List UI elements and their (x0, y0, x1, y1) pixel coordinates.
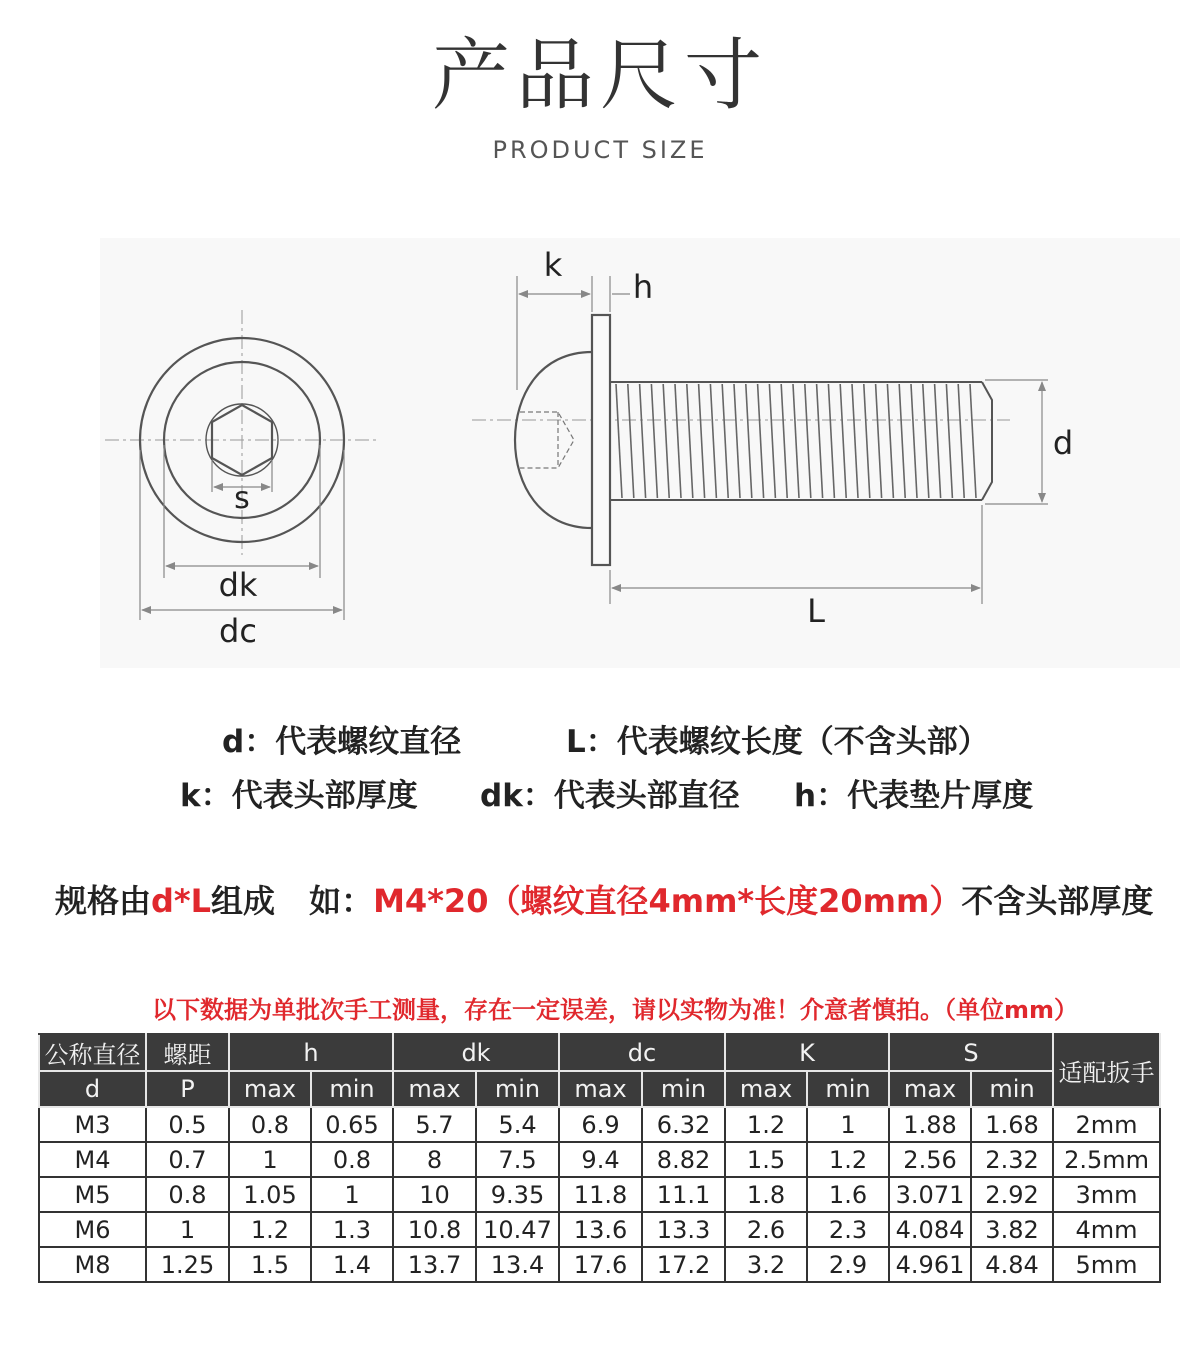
table-cell: 3mm (1053, 1177, 1160, 1212)
table-cell: M3 (39, 1107, 146, 1142)
header-dk: dk (393, 1034, 559, 1071)
thread-line (840, 384, 846, 498)
table-cell: 1.25 (146, 1247, 229, 1282)
table-cell: 1 (146, 1212, 229, 1247)
header-dc: dc (559, 1034, 725, 1071)
table-cell: 2mm (1053, 1107, 1160, 1142)
thread-line (958, 384, 964, 498)
button-head (515, 352, 592, 528)
legend-L: L：代表螺纹长度（不含头部） (566, 724, 989, 760)
legend-k: k：代表头部厚度 (180, 778, 418, 814)
table-cell: 8 (393, 1142, 476, 1177)
thread-line (852, 384, 858, 498)
table-cell: 5mm (1053, 1247, 1160, 1282)
table-cell: 7.5 (476, 1142, 559, 1177)
table-cell: 10 (393, 1177, 476, 1212)
header-pitch-symbol: P (146, 1071, 229, 1107)
page-subtitle: PRODUCT SIZE (492, 136, 708, 164)
thread-line (687, 384, 693, 498)
table-cell: 0.5 (146, 1107, 229, 1142)
table-cell: 2.56 (889, 1142, 971, 1177)
table-cell: 2.92 (971, 1177, 1053, 1212)
thread-line (923, 384, 929, 498)
spec-example: M4*20（螺纹直径4mm*长度20mm） (373, 882, 962, 920)
thread-line (722, 384, 728, 498)
thread-line (935, 384, 941, 498)
table-cell: 13.3 (642, 1212, 725, 1247)
table-cell: 13.6 (559, 1212, 642, 1247)
table-cell: 0.8 (311, 1142, 393, 1177)
table-cell: 1.3 (311, 1212, 393, 1247)
table-row (39, 1142, 1160, 1177)
spec-explanation (55, 876, 1165, 922)
header-min: min (311, 1071, 393, 1107)
table-cell: 0.8 (146, 1177, 229, 1212)
table-cell: 1.6 (807, 1177, 889, 1212)
header-max: max (889, 1071, 971, 1107)
thread-line (876, 384, 882, 498)
table-cell: 11.1 (642, 1177, 725, 1212)
table-cell: M6 (39, 1212, 146, 1247)
header-min: min (971, 1071, 1053, 1107)
table-cell: 4.84 (971, 1247, 1053, 1282)
header-nominal-symbol: d (39, 1071, 146, 1107)
table-cell: 4.961 (889, 1247, 971, 1282)
thread-line (675, 384, 681, 498)
table-cell: 13.7 (393, 1247, 476, 1282)
header-max: max (559, 1071, 642, 1107)
table-cell: 3.82 (971, 1212, 1053, 1247)
table-cell: 1 (807, 1107, 889, 1142)
table-cell: M5 (39, 1177, 146, 1212)
thread-line (746, 384, 752, 498)
label-s: s (234, 481, 250, 516)
spec-formula: d*L (151, 882, 212, 920)
thread-line (817, 384, 823, 498)
thread-line (769, 384, 775, 498)
table-cell: 1.5 (229, 1247, 311, 1282)
thread-line (640, 384, 646, 498)
table-cell: 8.82 (642, 1142, 725, 1177)
thread-line (899, 384, 905, 498)
table-cell: 6.32 (642, 1107, 725, 1142)
legend-h: h：代表垫片厚度 (794, 778, 1034, 814)
table-cell: 3.2 (725, 1247, 807, 1282)
table-cell: M4 (39, 1142, 146, 1177)
spec-example-label: 如： (309, 882, 374, 920)
table-cell: 1.2 (229, 1212, 311, 1247)
thread-line (758, 384, 764, 498)
thread-line (887, 384, 893, 498)
table-row (39, 1247, 1160, 1282)
table-cell: 2.3 (807, 1212, 889, 1247)
thread-line (710, 384, 716, 498)
header-min: min (807, 1071, 889, 1107)
label-k: k (543, 246, 563, 284)
table-row (39, 1212, 1160, 1247)
spec-prefix: 规格由 (55, 882, 152, 920)
legend-dk: dk：代表头部直径 (480, 778, 740, 814)
label-d: d (1052, 424, 1074, 462)
thread-line (699, 384, 705, 498)
label-dk: dk (218, 566, 258, 604)
label-dc: dc (219, 612, 257, 650)
table-cell: 11.8 (559, 1177, 642, 1212)
header-S: S (889, 1034, 1053, 1071)
measurement-notice: 以下数据为单批次手工测量，存在一定误差，请以实物为准！介意者慎拍。（单位mm） (151, 996, 1078, 1024)
header-max: max (393, 1071, 476, 1107)
table-cell: 17.6 (559, 1247, 642, 1282)
header-min: min (476, 1071, 559, 1107)
spec-tail: 不含头部厚度 (961, 882, 1154, 920)
thread-line (911, 384, 917, 498)
table-cell: 0.65 (311, 1107, 393, 1142)
table-cell: 1.05 (229, 1177, 311, 1212)
table-cell: 10.47 (476, 1212, 559, 1247)
table-cell: 1.2 (725, 1107, 807, 1142)
header-max: max (229, 1071, 311, 1107)
table-cell: 1 (311, 1177, 393, 1212)
thread-line (946, 384, 952, 498)
table-cell: 4mm (1053, 1212, 1160, 1247)
table-cell: 1 (229, 1142, 311, 1177)
table-cell: M8 (39, 1247, 146, 1282)
table-cell: 1.68 (971, 1107, 1053, 1142)
spec-suffix: 组成 (211, 882, 276, 920)
thread-line (628, 384, 634, 498)
table-cell: 13.4 (476, 1247, 559, 1282)
thread-line (734, 384, 740, 498)
thread-line (805, 384, 811, 498)
table-cell: 1.8 (725, 1177, 807, 1212)
table-cell: 9.35 (476, 1177, 559, 1212)
legend-d: d：代表螺纹直径 (222, 724, 462, 760)
size-table (38, 1033, 1161, 1283)
table-cell: 2.32 (971, 1142, 1053, 1177)
table-cell: 2.9 (807, 1247, 889, 1282)
label-L: L (807, 592, 825, 630)
table-cell: 1.88 (889, 1107, 971, 1142)
table-cell: 0.7 (146, 1142, 229, 1177)
header-K: K (725, 1034, 889, 1071)
thread-line (616, 384, 622, 498)
table-cell: 9.4 (559, 1142, 642, 1177)
table-cell: 2.5mm (1053, 1142, 1160, 1177)
table-cell: 0.8 (229, 1107, 311, 1142)
table-cell: 5.4 (476, 1107, 559, 1142)
table-cell: 1.4 (311, 1247, 393, 1282)
table-row (39, 1107, 1160, 1142)
header-max: max (725, 1071, 807, 1107)
thread-line (781, 384, 787, 498)
table-cell: 2.6 (725, 1212, 807, 1247)
table-row (39, 1177, 1160, 1212)
table-cell: 4.084 (889, 1212, 971, 1247)
thread-line (970, 384, 976, 498)
header-pitch: 螺距 (146, 1034, 229, 1071)
table-cell: 6.9 (559, 1107, 642, 1142)
washer-flange (592, 315, 610, 565)
thread-line (651, 384, 657, 498)
header-wrench: 适配扳手 (1053, 1034, 1160, 1107)
page-title: 产品尺寸 (431, 31, 768, 121)
thread-line (864, 384, 870, 498)
size-table-body (39, 1107, 1160, 1282)
side-view (472, 276, 1048, 604)
header-nominal-diameter: 公称直径 (39, 1034, 146, 1071)
table-cell: 1.2 (807, 1142, 889, 1177)
table-cell: 1.5 (725, 1142, 807, 1177)
header-h: h (229, 1034, 393, 1071)
table-cell: 10.8 (393, 1212, 476, 1247)
table-cell: 3.071 (889, 1177, 971, 1212)
header-min: min (642, 1071, 725, 1107)
table-cell: 5.7 (393, 1107, 476, 1142)
thread-line (793, 384, 799, 498)
thread-lines (616, 384, 976, 498)
label-h: h (632, 268, 654, 306)
table-cell: 17.2 (642, 1247, 725, 1282)
thread-line (828, 384, 834, 498)
thread-line (663, 384, 669, 498)
